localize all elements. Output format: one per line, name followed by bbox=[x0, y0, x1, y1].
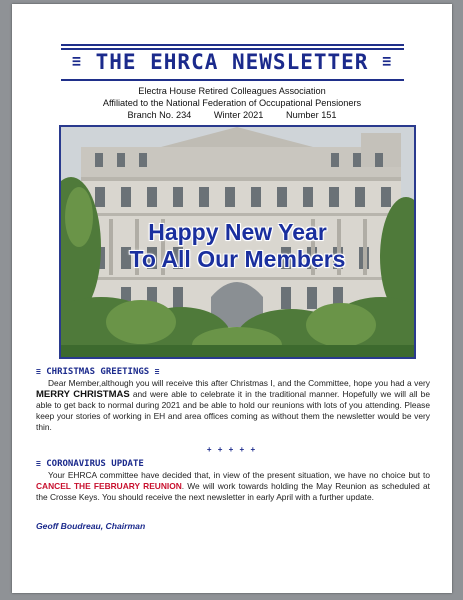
affiliation: Affiliated to the National Federation of Occupational Pensioners bbox=[102, 98, 362, 108]
signoff: Geoff Boudreau, Chairman bbox=[36, 521, 146, 531]
masthead-deco-left: ≡ bbox=[71, 52, 82, 70]
hero-line-1: Happy New Year bbox=[148, 219, 327, 245]
newsletter-page bbox=[12, 4, 452, 593]
coronavirus-text-2: . We will work towards holding the May Reunion as scheduled at the Crosse Keys. You should receive the next newsletter in early April with a further update. bbox=[36, 481, 430, 502]
hero-image bbox=[59, 125, 416, 359]
masthead-deco-right: ≡ bbox=[382, 52, 393, 70]
issue-date: Winter 2021 bbox=[213, 110, 264, 120]
association-name: Electra House Retired Colleagues Association bbox=[138, 86, 326, 96]
coronavirus-body bbox=[36, 470, 430, 503]
section-separator: + + + + + bbox=[206, 445, 258, 454]
coronavirus-heading bbox=[36, 459, 144, 469]
christmas-deco-right: ≡ bbox=[154, 367, 160, 376]
issue-info bbox=[12, 109, 452, 121]
coronavirus-deco: ≡ bbox=[36, 459, 41, 468]
christmas-heading-text: CHRISTMAS GREETINGS bbox=[46, 367, 150, 377]
christmas-body bbox=[36, 378, 430, 433]
branch-number: Branch No. 234 bbox=[127, 110, 192, 120]
masthead-title bbox=[12, 50, 452, 74]
cancel-reunion: CANCEL THE FEBRUARY REUNION bbox=[36, 481, 182, 491]
masthead-rule-bottom bbox=[61, 79, 404, 81]
masthead-text: THE EHRCA NEWSLETTER bbox=[95, 50, 369, 74]
merry-christmas: MERRY CHRISTMAS bbox=[36, 389, 130, 400]
hero-line-2: To All Our Members bbox=[129, 246, 346, 272]
issue-number: Number 151 bbox=[285, 110, 337, 120]
christmas-text-2: and were able to celebrate it in the traditional manner. Hopefully we will all be able to get back to normal during 2021 and be able to hold our reunions with lots of you attending. Please keep your stories of working in EH and area offices coming as without them the newsletter would be very thin. bbox=[36, 389, 430, 432]
hero-greeting bbox=[61, 219, 414, 273]
coronavirus-heading-text: CORONAVIRUS UPDATE bbox=[46, 459, 144, 469]
christmas-heading bbox=[36, 367, 159, 377]
coronavirus-text-1: Your EHRCA committee have decided that, in view of the present situation, we have no choice but to bbox=[48, 470, 430, 480]
christmas-deco-left: ≡ bbox=[36, 367, 41, 376]
masthead-rule-top bbox=[61, 44, 404, 46]
christmas-text-1: Dear Member,although you will receive this after Christmas I, and the Committee, hope you had a very bbox=[48, 378, 430, 388]
subhead bbox=[12, 85, 452, 121]
